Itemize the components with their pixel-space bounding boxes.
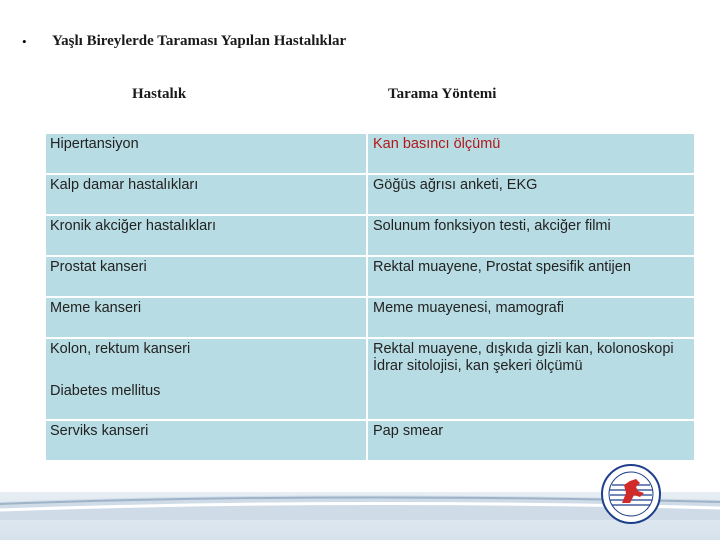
- screening-table: [46, 134, 694, 462]
- column-header-disease: Hastalık: [132, 86, 187, 102]
- method-text: İdrar sitolojisi, kan şekeri ölçümü: [373, 358, 583, 374]
- disease-text: Kolon, rektum kanseri: [50, 341, 191, 357]
- method-cell: Rektal muayene, Prostat spesifik antijen: [368, 257, 694, 298]
- method-cell: Solunum fonksiyon testi, akciğer filmi: [368, 216, 694, 257]
- disease-text: Diabetes mellitus: [50, 383, 161, 399]
- table-row: [46, 421, 694, 462]
- method-cell: Pap smear: [368, 421, 694, 462]
- bullet-marker: •: [22, 34, 27, 49]
- table-row: [46, 216, 694, 257]
- disease-cell: Prostat kanseri: [46, 257, 368, 298]
- disease-cell: Kalp damar hastalıkları: [46, 175, 368, 216]
- method-text: Rektal muayene, dışkıda gizli kan, kolonoskopi: [373, 341, 674, 357]
- disease-cell: Serviks kanseri: [46, 421, 368, 462]
- method-cell: Kan basıncı ölçümü: [368, 134, 694, 175]
- disease-cell: [46, 339, 368, 421]
- method-cell: [368, 339, 694, 421]
- table-row: [46, 298, 694, 339]
- disease-cell: Hipertansiyon: [46, 134, 368, 175]
- method-cell: Göğüs ağrısı anketi, EKG: [368, 175, 694, 216]
- table-row: [46, 134, 694, 175]
- disease-cell: Kronik akciğer hastalıkları: [46, 216, 368, 257]
- table-row: [46, 175, 694, 216]
- table-row: [46, 257, 694, 298]
- column-header-method: Tarama Yöntemi: [388, 86, 497, 102]
- table-row: [46, 339, 694, 421]
- method-cell: Meme muayenesi, mamografi: [368, 298, 694, 339]
- university-logo-icon: [600, 463, 662, 525]
- slide-title: Yaşlı Bireylerde Taraması Yapılan Hastalıklar: [52, 33, 347, 49]
- disease-cell: Meme kanseri: [46, 298, 368, 339]
